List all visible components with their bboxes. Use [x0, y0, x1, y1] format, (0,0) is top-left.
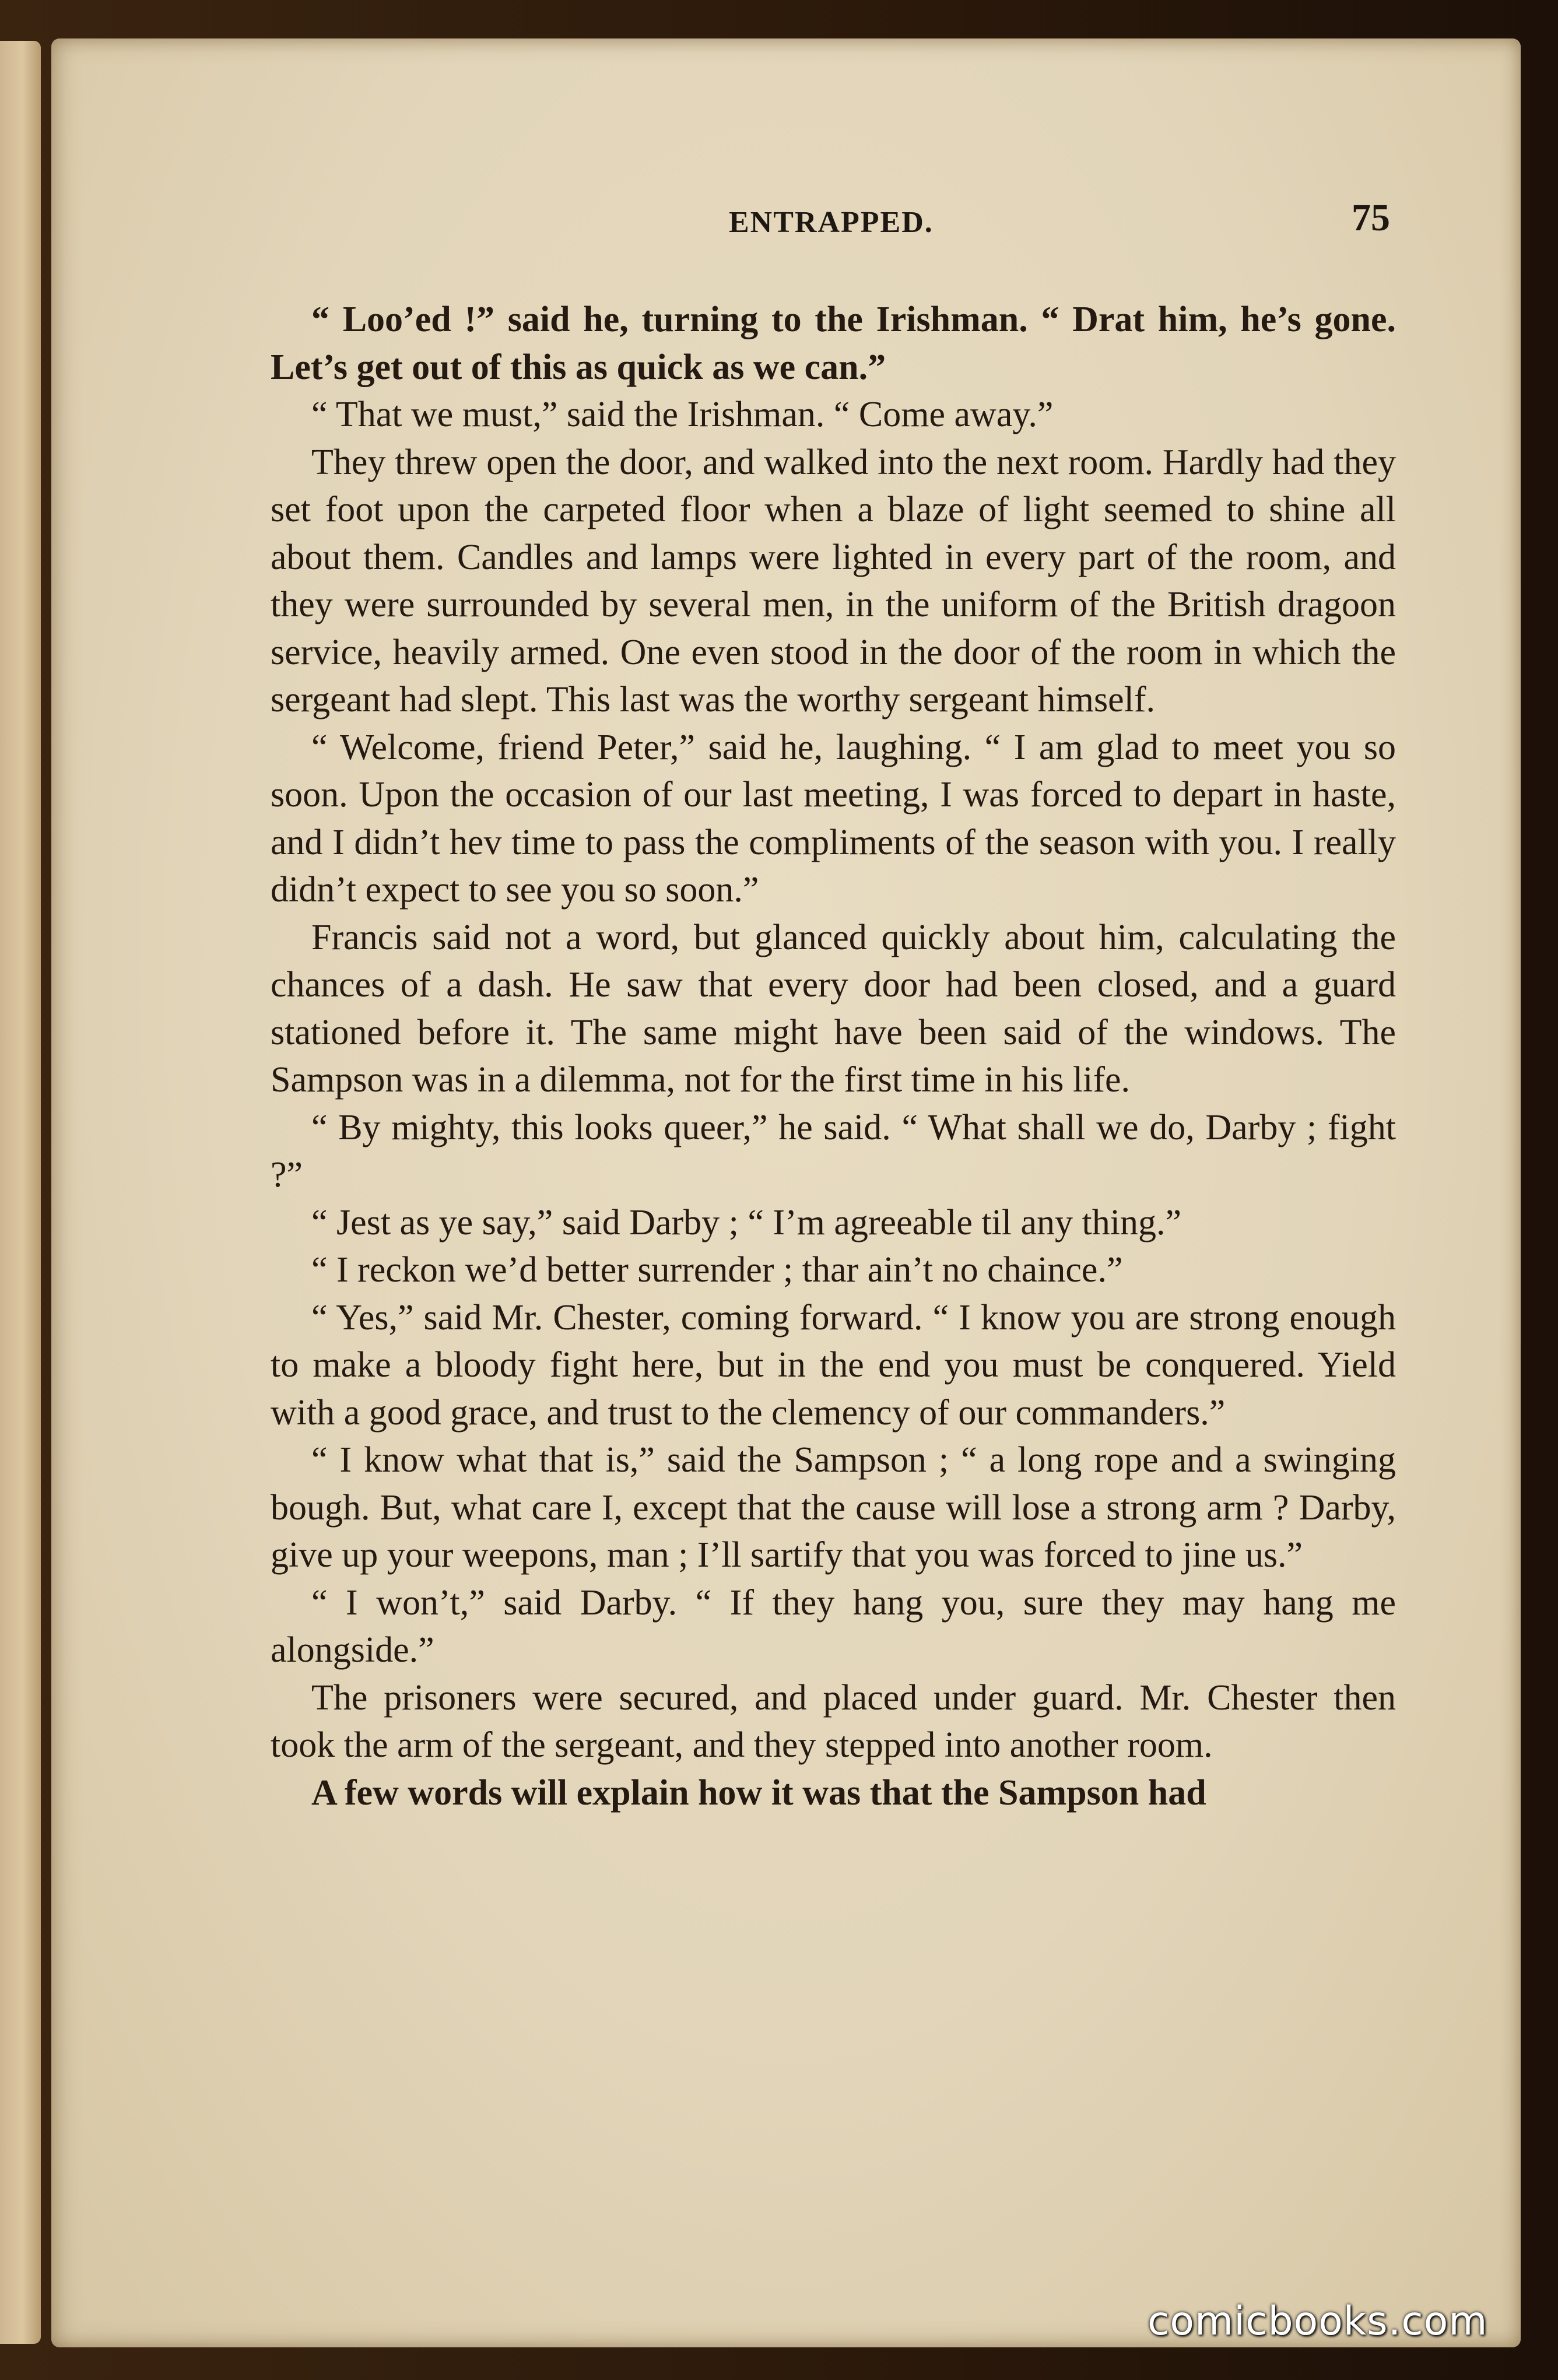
- left-facing-page-edge: [0, 41, 41, 2344]
- body-text: [271, 296, 1396, 1817]
- page-number: 75: [1352, 196, 1390, 239]
- paragraph: “ I won’t,” said Darby. “ If they hang you, sure they may hang me alongside.”: [271, 1582, 1396, 1670]
- paragraph: Francis said not a word, but glanced quickly about him, calculating the chances of a dash. He saw that every door had been closed, and a guard stationed before it. The same might have been said of the windows. The Sampson was in a dilemma, not for the first time in his life.: [271, 917, 1396, 1100]
- paragraph: “ Loo’ed !” said he, turning to the Irishman. “ Drat him, he’s gone. Let’s get out of this as quick as we can.”: [271, 300, 1396, 387]
- paragraph: “ I know what that is,” said the Sampson ; “ a long rope and a swinging bough. But, what care I, except that the cause will lose a strong arm ? Darby, give up your weepons, man ; I’ll sartify that you was forced to jine us.”: [271, 1440, 1396, 1575]
- paragraph: “ Welcome, friend Peter,” said he, laughing. “ I am glad to meet you so soon. Upon the occasion of our last meeting, I was forced to depart in haste, and I didn’t hev time to pass the compliments of the season with you. I really didn’t expect to see you so soon.”: [271, 727, 1396, 910]
- paragraph: They threw open the door, and walked into the next room. Hardly had they set foot upon the carpeted floor when a blaze of light seemed to shine all about them. Candles and lamps were lighted in every part of the room, and they were surrounded by several men, in the uniform of the British dragoon service, heavily armed. One even stood in the door of the room in which the sergeant had slept. This last was the worthy sergeant himself.: [271, 442, 1396, 719]
- watermark: comicbooks.com: [1148, 2298, 1488, 2344]
- paragraph: A few words will explain how it was that the Sampson had: [311, 1772, 1206, 1813]
- paragraph: “ I reckon we’d better surrender ; thar ain’t no chaince.”: [311, 1250, 1123, 1290]
- paragraph: “ Yes,” said Mr. Chester, coming forward. “ I know you are strong enough to make a bloody fight here, but in the end you must be conquered. Yield with a good grace, and trust to the clemency of our commanders.”: [271, 1297, 1396, 1433]
- paragraph: The prisoners were secured, and placed under guard. Mr. Chester then took the arm of the sergeant, and they stepped into another room.: [271, 1677, 1396, 1765]
- paragraph: “ By mighty, this looks queer,” he said. “ What shall we do, Darby ; fight ?”: [271, 1107, 1396, 1195]
- paragraph: “ Jest as ye say,” said Darby ; “ I’m agreeable til any thing.”: [311, 1202, 1182, 1242]
- running-head: ENTRAPPED.: [729, 206, 934, 239]
- paragraph: “ That we must,” said the Irishman. “ Come away.”: [311, 395, 1054, 434]
